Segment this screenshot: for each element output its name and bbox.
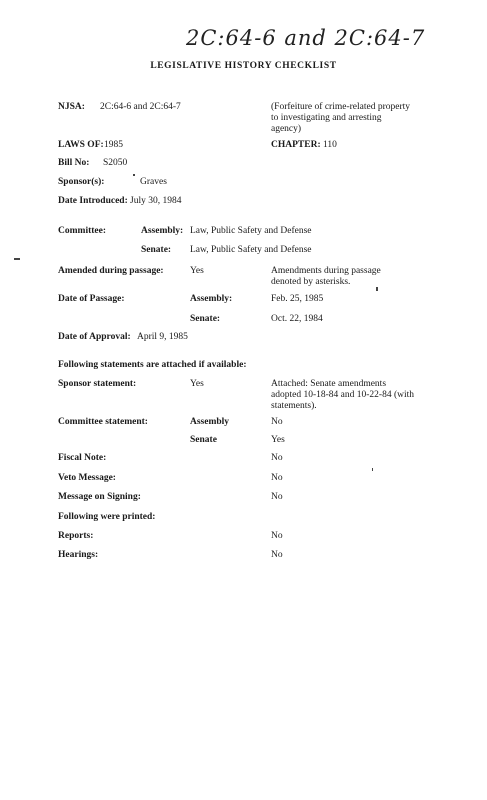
committee-statement-senate-value: Yes <box>271 435 285 445</box>
committee-assembly-label: Assembly: <box>141 226 184 236</box>
veto-message-value: No <box>271 473 283 483</box>
passage-senate-value: Oct. 22, 1984 <box>271 314 323 324</box>
njsa-label: NJSA: <box>58 102 85 112</box>
page-title: LEGISLATIVE HISTORY CHECKLIST <box>150 61 337 71</box>
statements-heading: Following statements are attached if available: <box>58 360 247 370</box>
bill-no-value: S2050 <box>103 158 128 168</box>
laws-of-label: LAWS OF: <box>58 140 104 150</box>
printed-heading: Following were printed: <box>58 512 156 522</box>
approval-value: April 9, 1985 <box>137 332 188 342</box>
sponsor-statement-note: Attached: Senate amendments adopted 10-18-84 and 10-22-84 (with statements). <box>271 379 414 411</box>
committee-senate-value: Law, Public Safety and Defense <box>190 245 312 255</box>
scan-speck <box>376 287 378 291</box>
message-signing-value: No <box>271 492 283 502</box>
sponsor-value: Graves <box>140 177 167 187</box>
sponsor-statement-value: Yes <box>190 379 204 389</box>
njsa-note: (Forfeiture of crime-related property to investigating and arresting agency) <box>271 102 411 134</box>
hearings-label: Hearings: <box>58 550 99 560</box>
committee-senate-label: Senate: <box>141 245 172 255</box>
sponsor-statement-label: Sponsor statement: <box>58 379 137 389</box>
bill-no-label: Bill No: <box>58 158 90 168</box>
reports-label: Reports: <box>58 531 94 541</box>
committee-assembly-value: Law, Public Safety and Defense <box>190 226 312 236</box>
passage-assembly-value: Feb. 25, 1985 <box>271 294 324 304</box>
sponsor-label: Sponsor(s): <box>58 177 105 187</box>
amended-value: Yes <box>190 266 204 276</box>
committee-statement-assembly-value: No <box>271 417 283 427</box>
approval-label: Date of Approval: <box>58 332 131 342</box>
scan-speck <box>14 258 20 260</box>
date-introduced-value: July 30, 1984 <box>130 196 182 206</box>
committee-statement-label: Committee statement: <box>58 417 148 427</box>
date-introduced-label: Date Introduced: <box>58 196 128 206</box>
njsa-value: 2C:64-6 and 2C:64-7 <box>100 102 181 112</box>
fiscal-note-value: No <box>271 453 283 463</box>
passage-senate-label: Senate: <box>190 314 221 324</box>
laws-of-value: 1985 <box>104 140 123 150</box>
amended-label: Amended during passage: <box>58 266 164 276</box>
passage-assembly-label: Assembly: <box>190 294 233 304</box>
chapter-value: 110 <box>323 140 337 150</box>
committee-statement-assembly-label: Assembly <box>190 417 230 427</box>
reports-value: No <box>271 531 283 541</box>
scan-speck <box>372 468 373 471</box>
passage-label: Date of Passage: <box>58 294 125 304</box>
scan-speck <box>133 174 135 176</box>
committee-statement-senate-label: Senate <box>190 435 217 445</box>
message-signing-label: Message on Signing: <box>58 492 141 502</box>
handwritten-header: 2C:64-6 and 2C:64-7 <box>186 26 426 50</box>
amended-note: Amendments during passage denoted by asterisks. <box>271 266 381 287</box>
hearings-value: No <box>271 550 283 560</box>
committee-label: Committee: <box>58 226 107 236</box>
veto-message-label: Veto Message: <box>58 473 116 483</box>
chapter-label: CHAPTER: <box>271 140 321 150</box>
fiscal-note-label: Fiscal Note: <box>58 453 107 463</box>
